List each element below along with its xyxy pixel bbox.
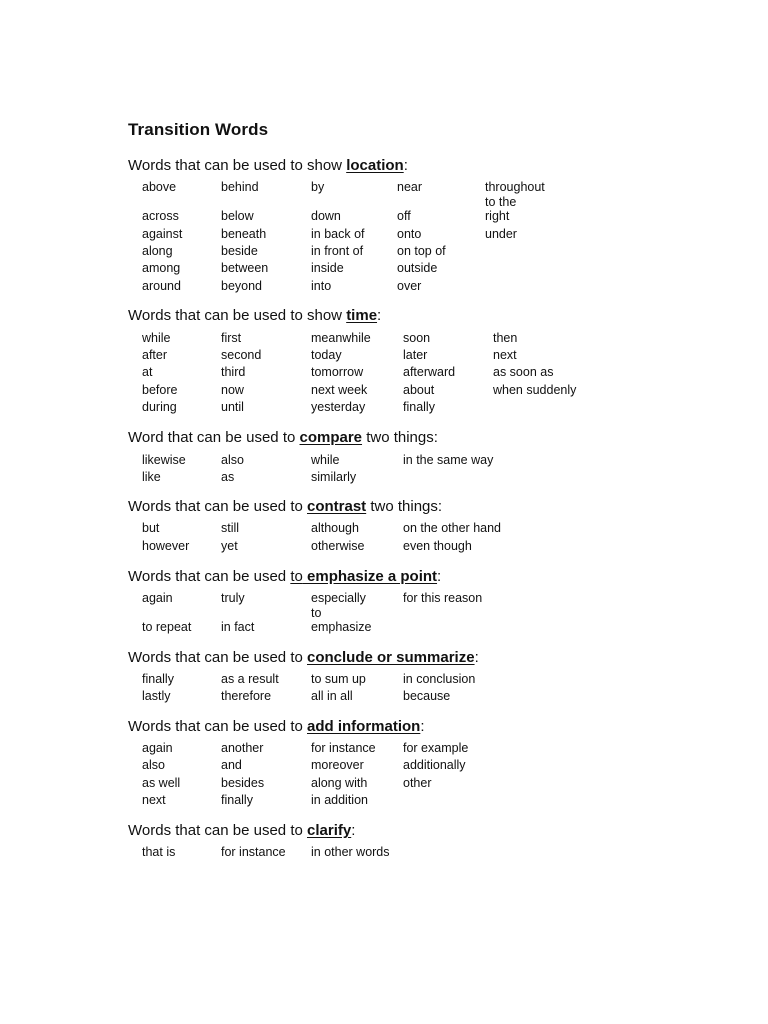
transition-word: against — [142, 227, 183, 241]
transition-word: in the same way — [403, 453, 494, 467]
heading-underlined-text: to — [290, 568, 303, 585]
transition-word: as well — [142, 776, 181, 790]
transition-word: right — [485, 209, 510, 223]
transition-word: like — [142, 470, 161, 484]
transition-word: next — [142, 793, 166, 807]
transition-word: as a result — [221, 672, 279, 686]
transition-word: onto — [397, 227, 422, 241]
heading-text: Words that can be used to — [128, 498, 307, 515]
heading-text: : — [351, 822, 356, 839]
heading-text: : — [474, 649, 479, 666]
transition-word: meanwhile — [311, 331, 371, 345]
transition-word: when suddenly — [493, 383, 577, 397]
transition-word: around — [142, 279, 181, 293]
transition-word: beneath — [221, 227, 267, 241]
transition-word: in back of — [311, 227, 365, 241]
heading-text: : — [420, 718, 425, 735]
heading-text: two things: — [366, 498, 443, 515]
transition-word: then — [493, 331, 518, 345]
heading-keyword: contrast — [307, 498, 367, 515]
transition-word: next — [493, 348, 517, 362]
transition-word: yesterday — [311, 400, 366, 414]
transition-word: over — [397, 279, 422, 293]
heading-keyword: location — [346, 157, 404, 174]
transition-word: about — [403, 383, 435, 397]
transition-word: during — [142, 400, 177, 414]
heading-text: Words that can be used to show — [128, 157, 347, 174]
transition-word: along — [142, 244, 173, 258]
transition-word: as soon as — [493, 365, 554, 379]
transition-word: in addition — [311, 793, 368, 807]
transition-word: for instance — [221, 845, 286, 859]
heading-keyword: clarify — [307, 822, 352, 839]
section-heading — [128, 718, 425, 735]
heading-text: Word that can be used to — [128, 429, 300, 446]
transition-word: near — [397, 180, 423, 194]
transition-word: emphasize — [311, 620, 372, 634]
transition-word: in front of — [311, 244, 364, 258]
transition-word: for example — [403, 741, 469, 755]
transition-word: below — [221, 209, 254, 223]
transition-word: inside — [311, 261, 344, 275]
transition-word: first — [221, 331, 242, 345]
section-heading — [128, 498, 442, 515]
heading-text: Words that can be used to — [128, 649, 307, 666]
transition-word: to repeat — [142, 620, 192, 634]
transition-word: truly — [221, 591, 245, 605]
transition-word: under — [485, 227, 517, 241]
transition-word: another — [221, 741, 264, 755]
transition-word: now — [221, 383, 244, 397]
transition-word: finally — [221, 793, 253, 807]
section-heading — [128, 307, 381, 324]
transition-word: behind — [221, 180, 259, 194]
transition-word: beyond — [221, 279, 263, 293]
transition-word: down — [311, 209, 341, 223]
transition-word: for this reason — [403, 591, 483, 605]
heading-text: Words that can be used to — [128, 822, 307, 839]
transition-word: even though — [403, 539, 472, 553]
transition-word: until — [221, 400, 244, 414]
transition-word: at — [142, 365, 153, 379]
transition-word: afterward — [403, 365, 456, 379]
transition-word: again — [142, 591, 173, 605]
heading-keyword: time — [346, 307, 378, 324]
heading-text: : — [403, 157, 408, 174]
heading-text: : — [437, 568, 442, 585]
section-heading — [128, 157, 408, 174]
transition-word: again — [142, 741, 173, 755]
page-title: Transition Words — [128, 120, 269, 139]
transition-word: that is — [142, 845, 176, 859]
transition-word: however — [142, 539, 190, 553]
transition-word: but — [142, 521, 160, 535]
transition-word: finally — [403, 400, 435, 414]
transition-word: by — [311, 180, 325, 194]
transition-word: because — [403, 689, 451, 703]
transition-word: off — [397, 209, 411, 223]
transition-word: all in all — [311, 689, 353, 703]
transition-word: while — [311, 453, 340, 467]
transition-word: above — [142, 180, 177, 194]
transition-word: while — [142, 331, 171, 345]
transition-word: to sum up — [311, 672, 366, 686]
transition-word: also — [221, 453, 244, 467]
section-heading — [128, 649, 479, 666]
transition-word: into — [311, 279, 332, 293]
transition-word: second — [221, 348, 262, 362]
transition-word: yet — [221, 539, 238, 553]
transition-word: in other words — [311, 845, 390, 859]
transition-word: especially to — [311, 591, 366, 620]
transition-word: although — [311, 521, 359, 535]
transition-word: additionally — [403, 758, 466, 772]
transition-word: third — [221, 365, 246, 379]
section-heading — [128, 568, 441, 585]
transition-word: later — [403, 348, 428, 362]
transition-word: next week — [311, 383, 368, 397]
transition-word: before — [142, 383, 178, 397]
transition-word: for instance — [311, 741, 376, 755]
transition-word: on the other hand — [403, 521, 501, 535]
transition-word: as — [221, 470, 235, 484]
transition-word: otherwise — [311, 539, 365, 553]
transition-word: beside — [221, 244, 258, 258]
section-heading — [128, 429, 438, 446]
transition-word: similarly — [311, 470, 357, 484]
heading-keyword: add information — [307, 718, 421, 735]
transition-word: besides — [221, 776, 265, 790]
heading-text: Words that can be used to — [128, 718, 307, 735]
transition-word: still — [221, 521, 240, 535]
heading-keyword: emphasize a point — [302, 568, 438, 585]
heading-text: two things: — [362, 429, 438, 446]
transition-word: lastly — [142, 689, 171, 703]
transition-word: outside — [397, 261, 438, 275]
heading-keyword: compare — [299, 429, 363, 446]
transition-word: also — [142, 758, 165, 772]
transition-word: throughout to the — [485, 180, 545, 209]
transition-word: today — [311, 348, 342, 362]
transition-word: other — [403, 776, 432, 790]
transition-word: finally — [142, 672, 174, 686]
transition-word: among — [142, 261, 181, 275]
transition-word: in fact — [221, 620, 255, 634]
transition-word: moreover — [311, 758, 364, 772]
heading-text: Words that can be used — [128, 568, 291, 585]
transition-word: and — [221, 758, 242, 772]
heading-keyword: conclude or summarize — [307, 649, 475, 666]
transition-word: therefore — [221, 689, 272, 703]
transition-word: across — [142, 209, 179, 223]
transition-word: between — [221, 261, 269, 275]
transition-word: along with — [311, 776, 368, 790]
transition-word: after — [142, 348, 168, 362]
heading-text: : — [377, 307, 382, 324]
transition-word: soon — [403, 331, 431, 345]
transition-word: on top of — [397, 244, 446, 258]
transition-word: likewise — [142, 453, 186, 467]
transition-word: in conclusion — [403, 672, 476, 686]
transition-word: tomorrow — [311, 365, 364, 379]
heading-text: Words that can be used to show — [128, 307, 347, 324]
section-heading — [128, 822, 355, 839]
